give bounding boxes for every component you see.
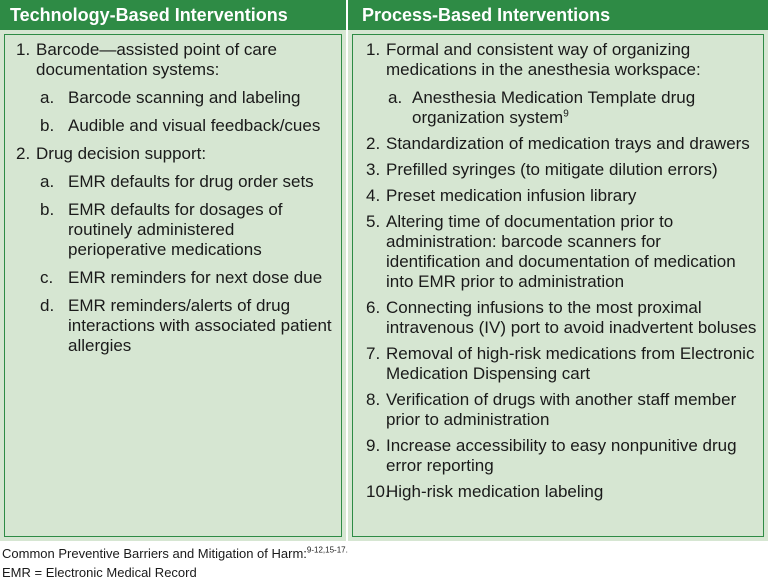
technology-list bbox=[0, 40, 346, 356]
header-technology: Technology-Based Interventions bbox=[0, 0, 346, 30]
subitem-letter: b. bbox=[40, 200, 55, 219]
process-item bbox=[348, 344, 768, 384]
process-subitem bbox=[348, 88, 768, 128]
item-text: Verification of drugs with another staff member prior to administration bbox=[386, 390, 737, 429]
subitem-letter: d. bbox=[40, 296, 55, 315]
item-number: 7. bbox=[366, 344, 381, 363]
reference-superscript: 9 bbox=[563, 108, 569, 120]
item-text: Preset medication infusion library bbox=[386, 186, 637, 205]
item-text: Connecting infusions to the most proximal intravenous (IV) port to avoid inadvertent boluses bbox=[386, 298, 757, 337]
item-number: 5. bbox=[366, 212, 381, 231]
subitem-letter: b. bbox=[40, 116, 55, 135]
caption-text: Common Preventive Barriers and Mitigation of Harm: bbox=[2, 546, 307, 561]
subitem-text: Anesthesia Medication Template drug organization system bbox=[412, 88, 696, 127]
caption-line-2: EMR = Electronic Medical Record bbox=[2, 565, 197, 580]
item-text: Prefilled syringes (to mitigate dilution errors) bbox=[386, 160, 718, 179]
technology-subitem bbox=[0, 200, 346, 260]
subitem-letter: a. bbox=[40, 88, 55, 107]
item-number: 2. bbox=[16, 144, 31, 163]
item-text: Formal and consistent way of organizing medications in the anesthesia workspace: bbox=[386, 40, 701, 79]
item-number: 10. bbox=[366, 482, 390, 501]
header-process: Process-Based Interventions bbox=[346, 0, 768, 30]
item-number: 6. bbox=[366, 298, 381, 317]
technology-subitem bbox=[0, 116, 346, 136]
item-text: Standardization of medication trays and drawers bbox=[386, 134, 750, 153]
item-number: 2. bbox=[366, 134, 381, 153]
process-item bbox=[348, 160, 768, 180]
table-caption bbox=[2, 544, 348, 582]
item-number: 4. bbox=[366, 186, 381, 205]
item-number: 1. bbox=[366, 40, 381, 59]
subitem-text: Barcode scanning and labeling bbox=[68, 88, 301, 107]
item-number: 8. bbox=[366, 390, 381, 409]
item-number: 3. bbox=[366, 160, 381, 179]
item-text: High-risk medication labeling bbox=[386, 482, 604, 501]
item-text: Barcode—assisted point of care documentation systems: bbox=[36, 40, 277, 79]
technology-cell bbox=[0, 30, 346, 541]
technology-subitem bbox=[0, 268, 346, 288]
subitem-text: EMR defaults for dosages of routinely administered perioperative medications bbox=[68, 200, 283, 259]
process-cell bbox=[346, 30, 768, 541]
technology-subitem bbox=[0, 172, 346, 192]
subitem-text: EMR defaults for drug order sets bbox=[68, 172, 314, 191]
item-text: Removal of high-risk medications from Electronic Medication Dispensing cart bbox=[386, 344, 755, 383]
process-item bbox=[348, 186, 768, 206]
technology-subitem bbox=[0, 296, 346, 356]
item-number: 1. bbox=[16, 40, 31, 59]
process-item bbox=[348, 390, 768, 430]
subitem-text: Audible and visual feedback/cues bbox=[68, 116, 321, 135]
process-item bbox=[348, 212, 768, 292]
technology-item bbox=[0, 144, 346, 164]
item-text: Altering time of documentation prior to administration: barcode scanners for identification and documentation of medication into EMR prior to administration bbox=[386, 212, 736, 291]
process-item bbox=[348, 40, 768, 80]
caption-line-1 bbox=[2, 544, 348, 563]
process-item bbox=[348, 482, 768, 502]
caption-references: 9-12,15-17. bbox=[306, 545, 348, 555]
subitem-letter: a. bbox=[388, 88, 403, 107]
subitem-letter: c. bbox=[40, 268, 54, 287]
subitem-text: EMR reminders for next dose due bbox=[68, 268, 323, 287]
process-item bbox=[348, 134, 768, 154]
subitem-text: EMR reminders/alerts of drug interactions with associated patient allergies bbox=[68, 296, 332, 355]
process-item bbox=[348, 298, 768, 338]
item-text: Increase accessibility to easy nonpunitive drug error reporting bbox=[386, 436, 737, 475]
subitem-letter: a. bbox=[40, 172, 55, 191]
technology-item bbox=[0, 40, 346, 80]
process-list bbox=[348, 40, 768, 502]
process-item bbox=[348, 436, 768, 476]
technology-subitem bbox=[0, 88, 346, 108]
item-text: Drug decision support: bbox=[36, 144, 207, 163]
item-number: 9. bbox=[366, 436, 381, 455]
